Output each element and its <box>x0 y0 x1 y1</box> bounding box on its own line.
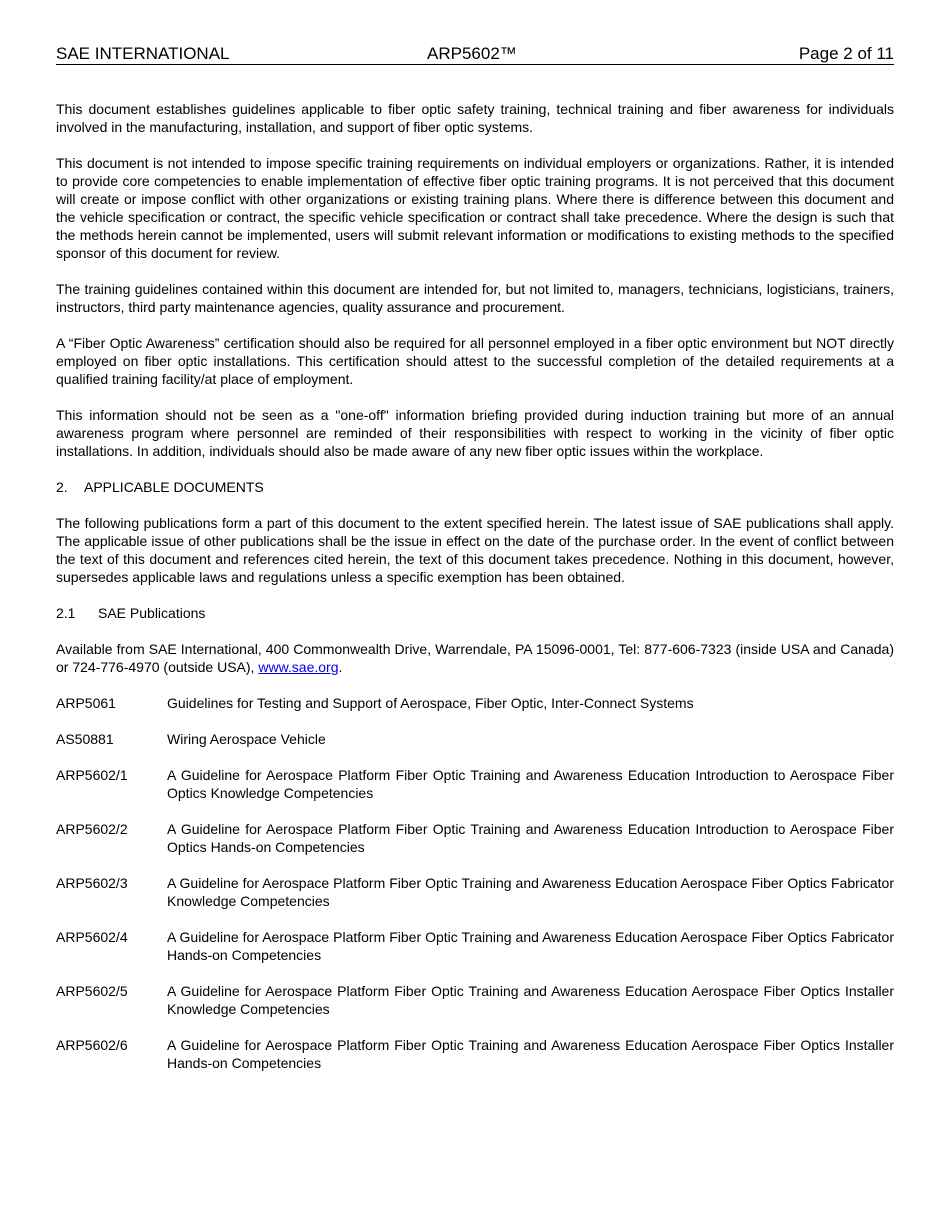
header-organization: SAE INTERNATIONAL <box>56 44 230 63</box>
reference-title: A Guideline for Aerospace Platform Fiber Optic Training and Awareness Education Introduction to Aerospace Fiber Optics Knowledge Competencies <box>167 767 894 801</box>
reference-code: ARP5602/3 <box>56 875 128 891</box>
page-header <box>56 44 894 65</box>
reference-code: ARP5602/1 <box>56 767 128 783</box>
paragraph: The following publications form a part of this document to the extent specified herein. The latest issue of SAE publications shall apply. The applicable issue of other publications shall be the issue in effect on the date of the purchase order. In the event of conflict between the text of this document and references cited herein, the text of this document takes precedence. Nothing in this document, however, supersedes applicable laws and regulations unless a specific exemption has been obtained. <box>56 515 894 585</box>
reference-title: A Guideline for Aerospace Platform Fiber Optic Training and Awareness Education Aerospace Fiber Optics Fabricator Hands-on Competencies <box>167 929 894 963</box>
paragraph: This information should not be seen as a "one-off" information briefing provided during induction training but more of an annual awareness program where personnel are reminded of their responsibilities with respect to working in the vicinity of fiber optic installations. In addition, individuals should also be made aware of any new fiber optic issues within the workplace. <box>56 407 894 459</box>
paragraph: The training guidelines contained within this document are intended for, but not limited to, managers, technicians, logisticians, trainers, instructors, third party maintenance agencies, quality assurance and procurement. <box>56 281 894 315</box>
header-page-number: Page 2 of 11 <box>798 44 894 63</box>
paragraph: A “Fiber Optic Awareness” certification should also be required for all personnel employed in a fiber optic environment but NOT directly employed on fiber optic installations. This certification should attest to the successful completion of the detailed requirements at a qualified training facility/at place of employment. <box>56 335 894 387</box>
sae-website-link[interactable]: www.sae.org <box>258 659 339 675</box>
reference-item <box>56 820 894 856</box>
section-heading-sae-publications <box>56 604 894 622</box>
reference-title: A Guideline for Aerospace Platform Fiber Optic Training and Awareness Education Aerospace Fiber Optics Installer Knowledge Competencies <box>167 983 894 1017</box>
reference-item <box>56 1036 894 1072</box>
paragraph-sae-contact <box>56 640 894 676</box>
reference-code: AS50881 <box>56 731 114 747</box>
contact-text: Available from SAE International, 400 Commonwealth Drive, Warrendale, PA 15096-0001, Tel: 877-606-7323 (inside USA and Canada) or 724-776-4970 (outside USA), <box>56 641 894 675</box>
reference-title: A Guideline for Aerospace Platform Fiber Optic Training and Awareness Education Aerospace Fiber Optics Installer Hands-on Competencies <box>167 1037 894 1071</box>
reference-code: ARP5602/5 <box>56 983 128 999</box>
reference-item <box>56 766 894 802</box>
section-number: 2. <box>56 479 68 495</box>
reference-item <box>56 982 894 1018</box>
reference-code: ARP5602/2 <box>56 821 128 837</box>
reference-code: ARP5061 <box>56 695 116 711</box>
paragraph: This document establishes guidelines applicable to fiber optic safety training, technical training and fiber awareness for individuals involved in the manufacturing, installation, and support of fiber optic systems. <box>56 101 894 135</box>
section-number: 2.1 <box>56 605 76 621</box>
reference-title: A Guideline for Aerospace Platform Fiber Optic Training and Awareness Education Introduction to Aerospace Fiber Optics Hands-on Competencies <box>167 821 894 855</box>
reference-item <box>56 694 894 712</box>
contact-text-end: . <box>338 659 343 675</box>
reference-title: A Guideline for Aerospace Platform Fiber Optic Training and Awareness Education Aerospace Fiber Optics Fabricator Knowledge Competencies <box>167 875 894 909</box>
reference-code: ARP5602/4 <box>56 929 128 945</box>
reference-title: Wiring Aerospace Vehicle <box>167 731 326 747</box>
reference-title: Guidelines for Testing and Support of Aerospace, Fiber Optic, Inter-Connect Systems <box>167 695 694 711</box>
reference-item <box>56 928 894 964</box>
reference-item <box>56 874 894 910</box>
document-body <box>56 100 894 1090</box>
reference-item <box>56 730 894 748</box>
header-document-id: ARP5602™ <box>427 44 517 63</box>
section-title: SAE Publications <box>98 605 206 621</box>
reference-code: ARP5602/6 <box>56 1037 128 1053</box>
paragraph: This document is not intended to impose specific training requirements on individual employers or organizations. Rather, it is intended to provide core competencies to enable implementation of effective fiber optic training programs. It is not perceived that this document will create or impose conflict with other organizations or existing training plans. Where there is difference between this document and the vehicle specification or contract, the specific vehicle specification or contract shall take precedence. Where the design is such that the methods herein cannot be implemented, users will submit relevant information or modifications to existing methods to the specified sponsor of this document for review. <box>56 155 894 261</box>
section-title: APPLICABLE DOCUMENTS <box>84 479 264 495</box>
section-heading-applicable-documents <box>56 478 894 496</box>
